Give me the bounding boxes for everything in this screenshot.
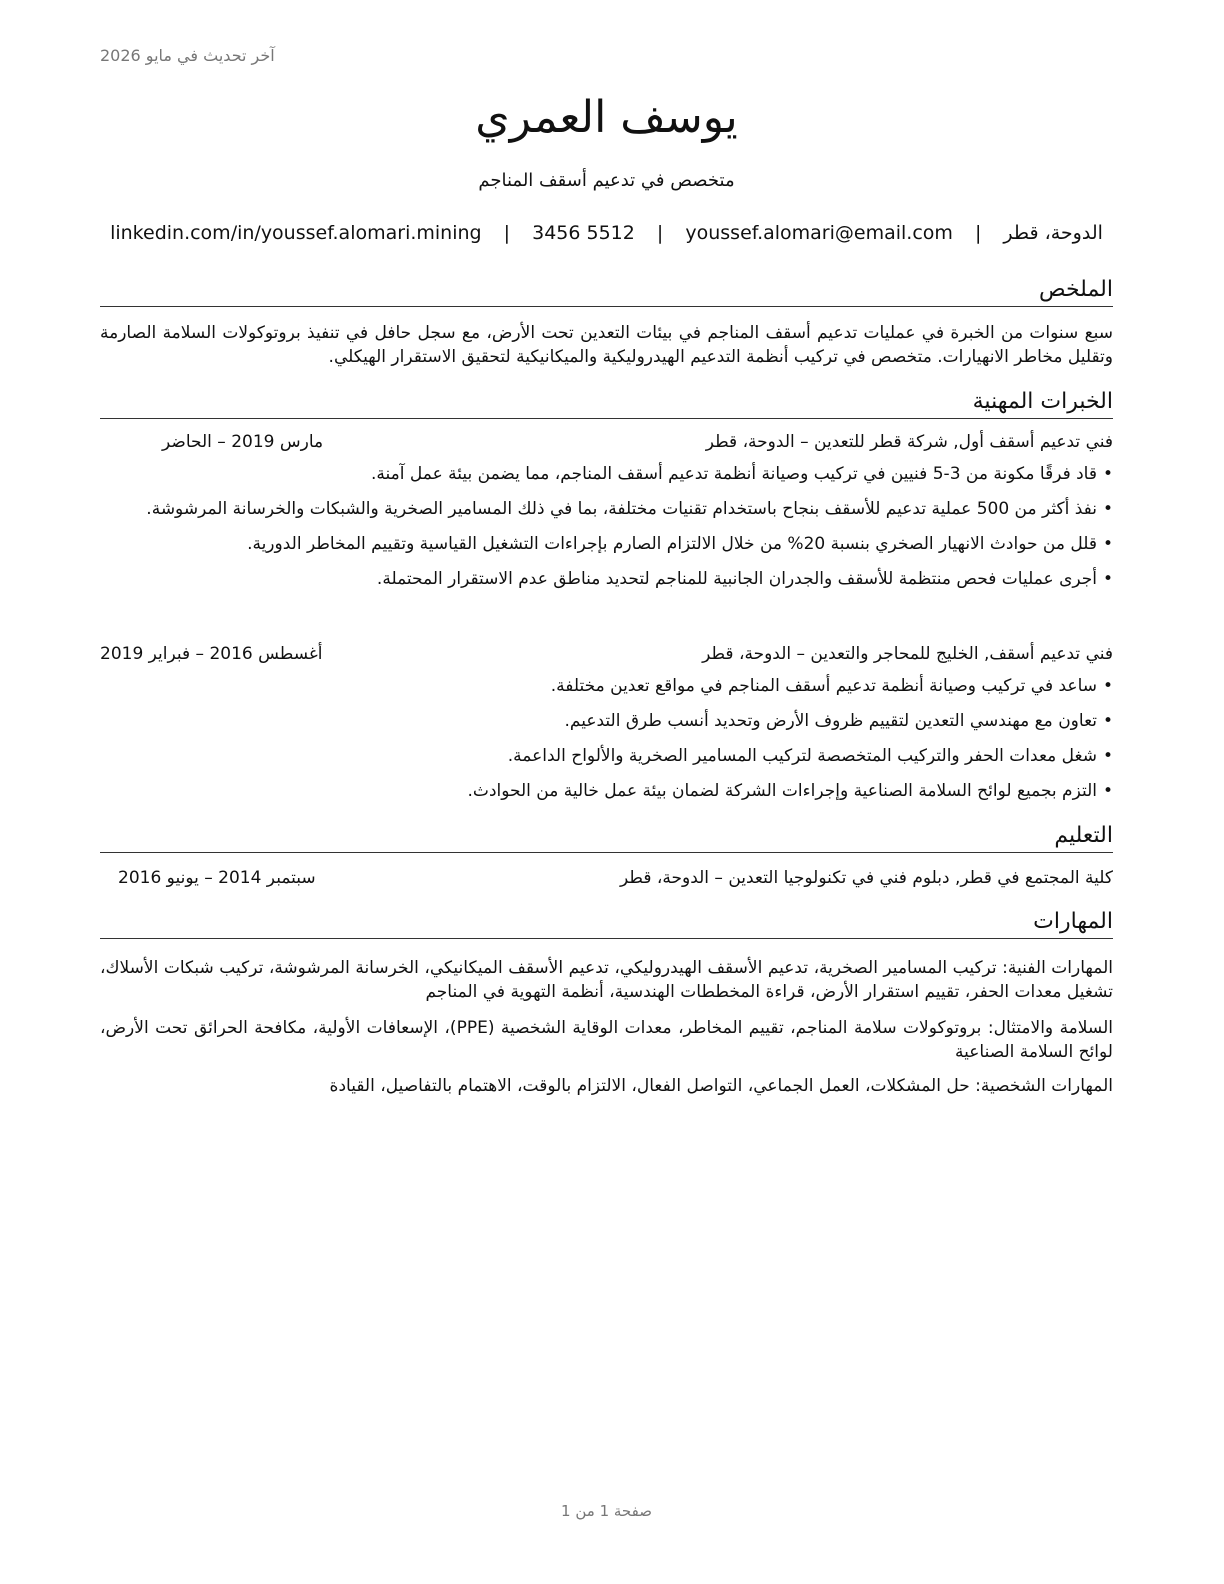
education-entry [100, 868, 1113, 894]
contact-separator: | [503, 222, 511, 244]
contact-phone[interactable]: 3456 5512 [532, 222, 635, 244]
job-title: فني تدعيم أسقف أول, شركة قطر للتعدين – الدوحة، قطر [705, 432, 1113, 452]
job-bullet: • ساعد في تركيب وصيانة أنظمة تدعيم أسقف المناجم في مواقع تعدين مختلفة. [100, 674, 1113, 698]
skills-line: السلامة والامتثال: بروتوكولات سلامة المناجم، تقييم المخاطر، معدات الوقاية الشخصية (PPE)، الإسعافات الأولية، مكافحة الحرائق تحت الأرض، لوائح السلامة الصناعية [100, 1018, 1114, 1062]
job-dates: أغسطس 2016 – فبراير 2019 [100, 644, 323, 664]
job-bullet: • شغل معدات الحفر والتركيب المتخصصة لتركيب المسامير الصخرية والألواح الداعمة. [100, 744, 1113, 768]
job-bullet: • أجرى عمليات فحص منتظمة للأسقف والجدران الجانبية للمناجم لتحديد مناطق عدم الاستقرار المحتملة. [100, 567, 1113, 591]
job-bullets [100, 674, 1113, 814]
contact-email[interactable]: youssef.alomari@email.com [685, 222, 953, 244]
job-header [100, 432, 1113, 458]
candidate-name: يوسف العمري [475, 92, 738, 143]
skills-line: المهارات الفنية: تركيب المسامير الصخرية، تدعيم الأسقف الهيدروليكي، تدعيم الأسقف الميكانيكي، الخرسانة المرشوشة، تركيب شبكات الأسلاك، تشغيل معدات الحفر، تقييم استقرار الأرض، قراءة المخططات الهندسية، أنظمة التهوية في المناجم [100, 958, 1113, 1002]
job-dates: مارس 2019 – الحاضر [162, 432, 324, 452]
skills-line: المهارات الشخصية: حل المشكلات، العمل الجماعي، التواصل الفعال، الالتزام بالوقت، الاهتمام بالتفاصيل، القيادة [329, 1076, 1113, 1096]
job-bullet: • قلل من حوادث الانهيار الصخري بنسبة 20% من خلال الالتزام الصارم بإجراءات التشغيل القياسية وتقييم المخاطر الدورية. [100, 532, 1113, 556]
contact-line [100, 222, 1113, 244]
job-title: فني تدعيم أسقف, الخليج للمحاجر والتعدين – الدوحة، قطر [702, 644, 1113, 664]
contact-location: الدوحة، قطر [1003, 222, 1103, 244]
job-bullet: • تعاون مع مهندسي التعدين لتقييم ظروف الأرض وتحديد أنسب طرق التدعيم. [100, 709, 1113, 733]
job-bullet: • نفذ أكثر من 500 عملية تدعيم للأسقف بنجاح باستخدام تقنيات مختلفة، بما في ذلك المسامير الصخرية والشبكات والخرسانة المرشوشة. [100, 497, 1113, 521]
candidate-subtitle: متخصص في تدعيم أسقف المناجم [478, 170, 735, 191]
job-bullet: • التزم بجميع لوائح السلامة الصناعية وإجراءات الشركة لضمان بيئة عمل خالية من الحوادث. [100, 779, 1113, 803]
job-bullets [100, 462, 1113, 602]
resume-page [100, 0, 1113, 1584]
job-header [100, 644, 1113, 670]
last-updated-note: آخر تحديث في مايو 2026 [100, 46, 275, 65]
contact-separator: | [974, 222, 982, 244]
skills-heading: المهارات [100, 908, 1113, 939]
summary-heading: الملخص [100, 276, 1113, 307]
summary-text: سبع سنوات من الخبرة في عمليات تدعيم أسقف المناجم في بيئات التعدين تحت الأرض، مع سجل حافل في تنفيذ بروتوكولات السلامة الصارمة وتقليل مخاطر الانهيارات. متخصص في تركيب أنظمة التدعيم الهيدروليكية والميكانيكية لتحقيق الاستقرار الهيكلي. [100, 323, 1113, 367]
education-heading: التعليم [100, 822, 1113, 853]
page-number: صفحة 1 من 1 [561, 1502, 652, 1520]
contact-linkedin[interactable]: linkedin.com/in/youssef.alomari.mining [110, 222, 482, 244]
contact-separator: | [656, 222, 664, 244]
education-title: كلية المجتمع في قطر, دبلوم فني في تكنولوجيا التعدين – الدوحة، قطر [620, 868, 1113, 888]
education-dates: سبتمبر 2014 – يونيو 2016 [118, 868, 316, 888]
job-bullet: • قاد فرقًا مكونة من 3-5 فنيين في تركيب وصيانة أنظمة تدعيم أسقف المناجم، مما يضمن بيئة عمل آمنة. [100, 462, 1113, 486]
experience-heading: الخبرات المهنية [100, 388, 1113, 419]
